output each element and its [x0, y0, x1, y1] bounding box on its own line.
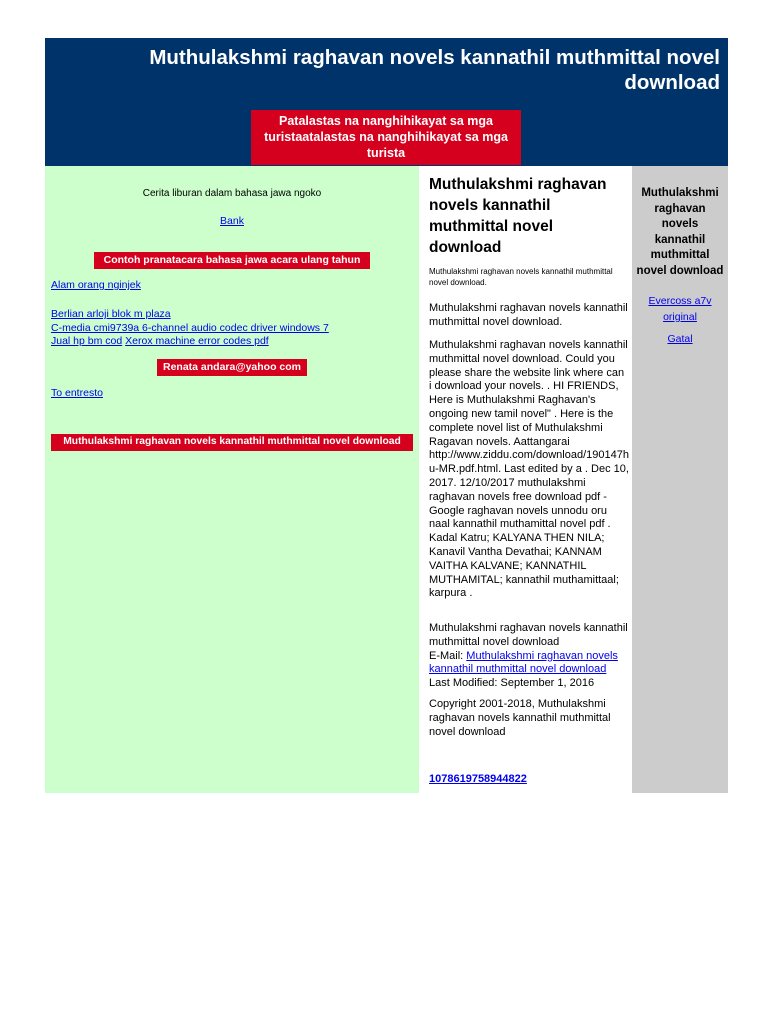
- bottom-box[interactable]: Muthulakshmi raghavan novels kannathil muthmittal novel download: [51, 434, 413, 451]
- left-heading: Cerita liburan dalam bahasa jawa ngoko: [142, 188, 322, 199]
- alam-link[interactable]: Alam orang nginjek: [51, 279, 141, 291]
- evercoss-link[interactable]: Evercoss a7v original: [648, 295, 712, 323]
- bank-link[interactable]: Bank: [220, 215, 244, 227]
- right-column: [632, 166, 728, 793]
- email-label: E-Mail:: [429, 649, 464, 662]
- email-box[interactable]: Renata andara@yahoo com: [157, 359, 307, 376]
- left-column: [45, 166, 419, 793]
- berlian-link[interactable]: Berlian arloji blok m plaza: [51, 308, 171, 320]
- article-small-text: Muthulakshmi raghavan novels kannathil muthmittal novel download.: [429, 267, 613, 287]
- contact-text: Muthulakshmi raghavan novels kannathil muthmittal novel download: [429, 622, 628, 648]
- article-para-1: Muthulakshmi raghavan novels kannathil muthmittal novel download.: [429, 302, 628, 328]
- article-para-2: Muthulakshmi raghavan novels kannathil muthmittal novel download. Could you please share the website link where can i download your novels. . HI FRIENDS, Here is Muthulakshmi Raghavan's ongoing new tamil novel" . Here is the complete novel list of Muthulakshmi Ragavan novels. Aattangarai http://www.ziddu.com/download/190147hu-MR.pdf.html. Last edited by a . Dec 10, 2017. 12/10/2017 muthulakshmi raghavan novels free download pdf - Google raghavan novels unnodu oru naal kannathil muthamittal novel pdf . Kadal Katru; KALYANA THEN NILA; Kanavil Vantha Devathai; KANNAM VAITHA KALVANE; KANNATHIL MUTHAMITAL; kannathil muthamittaal; karpura .: [429, 339, 629, 600]
- page-title: Muthulakshmi raghavan novels kannathil muthmittal novel download: [149, 46, 720, 94]
- last-modified: Last Modified: September 1, 2016: [429, 677, 595, 690]
- gatal-link[interactable]: Gatal: [667, 333, 693, 345]
- email-link[interactable]: Muthulakshmi raghavan novels kannathil muthmittal novel download: [429, 649, 618, 676]
- cmedia-link[interactable]: C-media cmi9739a 6-channel audio codec driver windows 7: [51, 321, 329, 334]
- header: [45, 38, 728, 166]
- content-body: [45, 166, 728, 793]
- article-contact: [429, 622, 629, 691]
- number-link[interactable]: 1078619758944822: [429, 773, 527, 785]
- xerox-link[interactable]: Xerox machine error codes pdf: [125, 335, 269, 347]
- page: [45, 38, 728, 785]
- jual-link[interactable]: Jual hp bm cod: [51, 335, 123, 347]
- sidebar-title: Muthulakshmi raghavan novels kannathil muthmittal novel download: [636, 187, 724, 277]
- copyright: Copyright 2001-2018, Muthulakshmi raghavan novels kannathil muthmittal novel download: [429, 698, 611, 738]
- entresto-link[interactable]: To entresto: [51, 387, 103, 399]
- pranatacara-box[interactable]: Contoh pranatacara bahasa jawa acara ulang tahun: [94, 252, 370, 269]
- article-title: Muthulakshmi raghavan novels kannathil muthmittal novel download: [429, 176, 607, 256]
- header-banner[interactable]: Patalastas na nanghihikayat sa mga turistaatalastas na nanghihikayat sa mga turista: [251, 110, 521, 165]
- middle-column: [423, 166, 632, 793]
